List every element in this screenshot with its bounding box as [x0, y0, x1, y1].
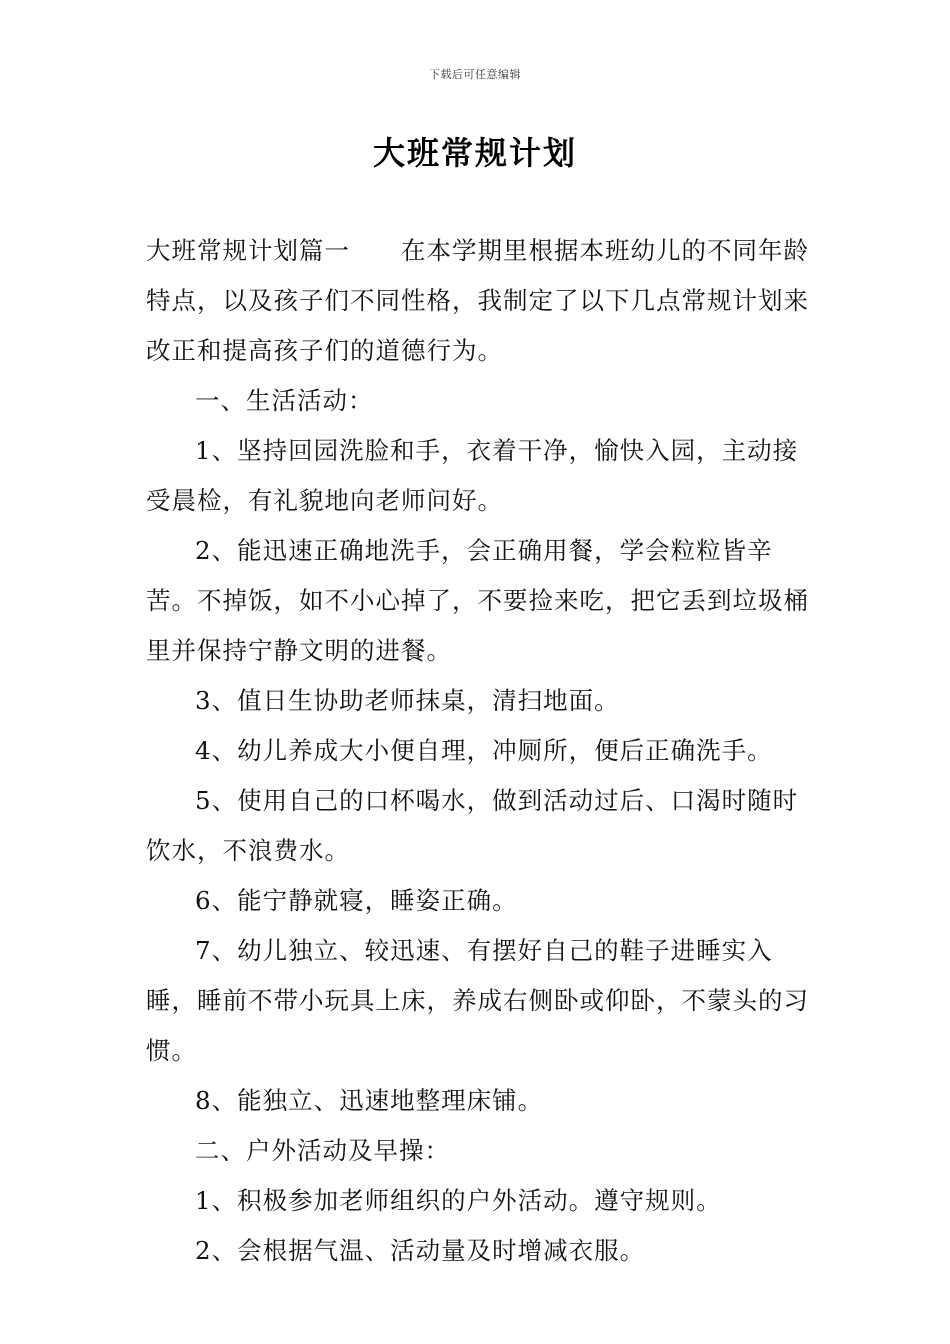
list-item: 2、能迅速正确地洗手，会正确用餐，学会粒粒皆辛苦。不掉饭，如不小心掉了，不要捡来吃，把它丢到垃圾桶里并保持宁静文明的进餐。 [146, 536, 809, 665]
list-item: 2、会根据气温、活动量及时增减衣服。 [195, 1236, 646, 1265]
section-heading-outdoor: 二、户外活动及早操： [195, 1136, 450, 1165]
list-item: 3、值日生协助老师抹桌，清扫地面。 [195, 686, 620, 715]
list-item: 8、能独立、迅速地整理床铺。 [195, 1086, 544, 1115]
list-item: 1、积极参加老师组织的户外活动。遵守规则。 [195, 1186, 722, 1215]
list-item: 1、坚持回园洗脸和手，衣着干净，愉快入园，主动接受晨检，有礼貌地向老师问好。 [146, 436, 799, 515]
section-heading-life: 一、生活活动： [195, 386, 374, 415]
list-item: 6、能宁静就寝，睡姿正确。 [195, 886, 518, 915]
paragraph-intro: 大班常规计划篇一 在本学期里根据本班幼儿的不同年龄特点，以及孩子们不同性格，我制定了以下几点常规计划来改正和提高孩子们的道德行为。 [146, 236, 809, 365]
list-item: 7、幼儿独立、较迅速、有摆好自己的鞋子进睡实入睡，睡前不带小玩具上床，养成右侧卧或仰卧，不蒙头的习惯。 [146, 936, 809, 1065]
document-title: 大班常规计划 [372, 134, 577, 172]
header-note: 下载后可任意编辑 [429, 68, 521, 81]
list-item: 5、使用自己的口杯喝水，做到活动过后、口渴时随时饮水，不浪费水。 [146, 786, 799, 865]
document-body [146, 226, 810, 1276]
list-item: 4、幼儿养成大小便自理，冲厕所，便后正确洗手。 [195, 736, 773, 765]
